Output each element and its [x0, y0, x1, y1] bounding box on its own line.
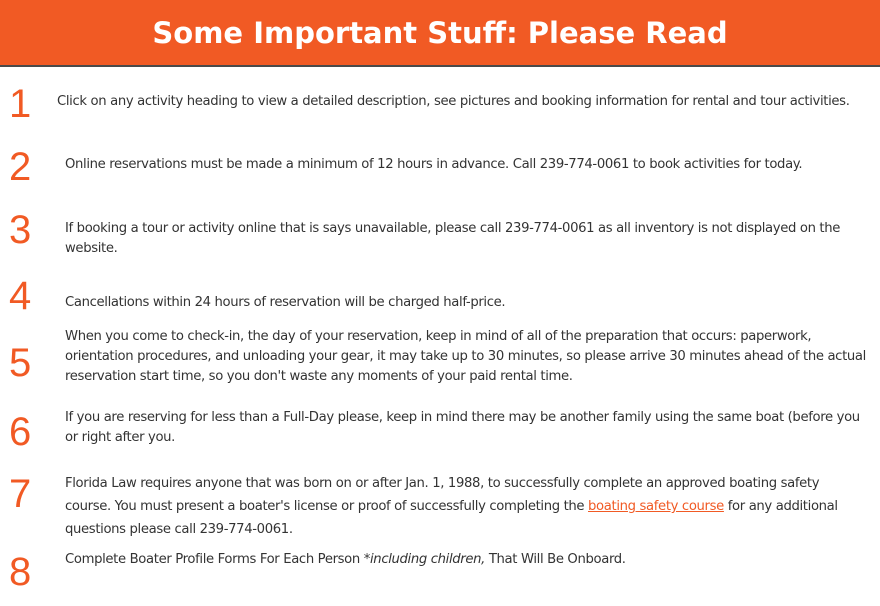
item-text: Cancellations within 24 hours of reservation will be charged half-price.: [65, 295, 506, 310]
item-text: [65, 550, 865, 570]
item-number: 4: [9, 274, 32, 318]
item-text-segment: Florida Law requires anyone that was born on or after Jan. 1, 1988, to successfully complete an approved boating safety course. You must present a boater's license or proof of successfully completing the: [65, 476, 820, 514]
page-title: Some Important Stuff: Please Read: [152, 15, 728, 50]
item-text-emphasis: *including children,: [363, 552, 485, 567]
item-text-segment: Complete Boater Profile Forms For Each Person: [65, 552, 364, 567]
page-header: [0, 0, 880, 67]
item-number: 3: [9, 208, 32, 252]
item-text: If booking a tour or activity online that is says unavailable, please call 239-774-0061 as all inventory is not displayed on the website.: [65, 221, 841, 256]
item-text-segment: That Will Be Onboard.: [485, 552, 626, 567]
item-number: 5: [9, 341, 32, 385]
item-text: [65, 472, 865, 541]
boating-safety-course-link[interactable]: boating safety course: [588, 499, 724, 514]
item-text: Online reservations must be made a minimum of 12 hours in advance. Call 239-774-0061 to book activities for today.: [65, 157, 803, 172]
item-number: 6: [9, 410, 32, 454]
item-text: If you are reserving for less than a Full-Day please, keep in mind there may be another family using the same boat (before you or right after you.: [65, 410, 860, 445]
item-text: When you come to check-in, the day of your reservation, keep in mind of all of the preparation that occurs: paperwork, orientation procedures, and unloading your gear, it may take up to 30 minutes, so please arrive 30 minutes ahead of the actual reservation start time, so you don't waste any moments of your paid rental time.: [65, 329, 866, 384]
item-number: 2: [9, 145, 32, 189]
item-number: 1: [9, 82, 32, 126]
item-text-segment: for any additional questions please call 239-774-0061.: [65, 499, 838, 537]
item-number: 7: [9, 472, 32, 516]
item-text: Click on any activity heading to view a detailed description, see pictures and booking information for rental and tour activities.: [57, 94, 850, 109]
item-number: 8: [9, 550, 32, 594]
